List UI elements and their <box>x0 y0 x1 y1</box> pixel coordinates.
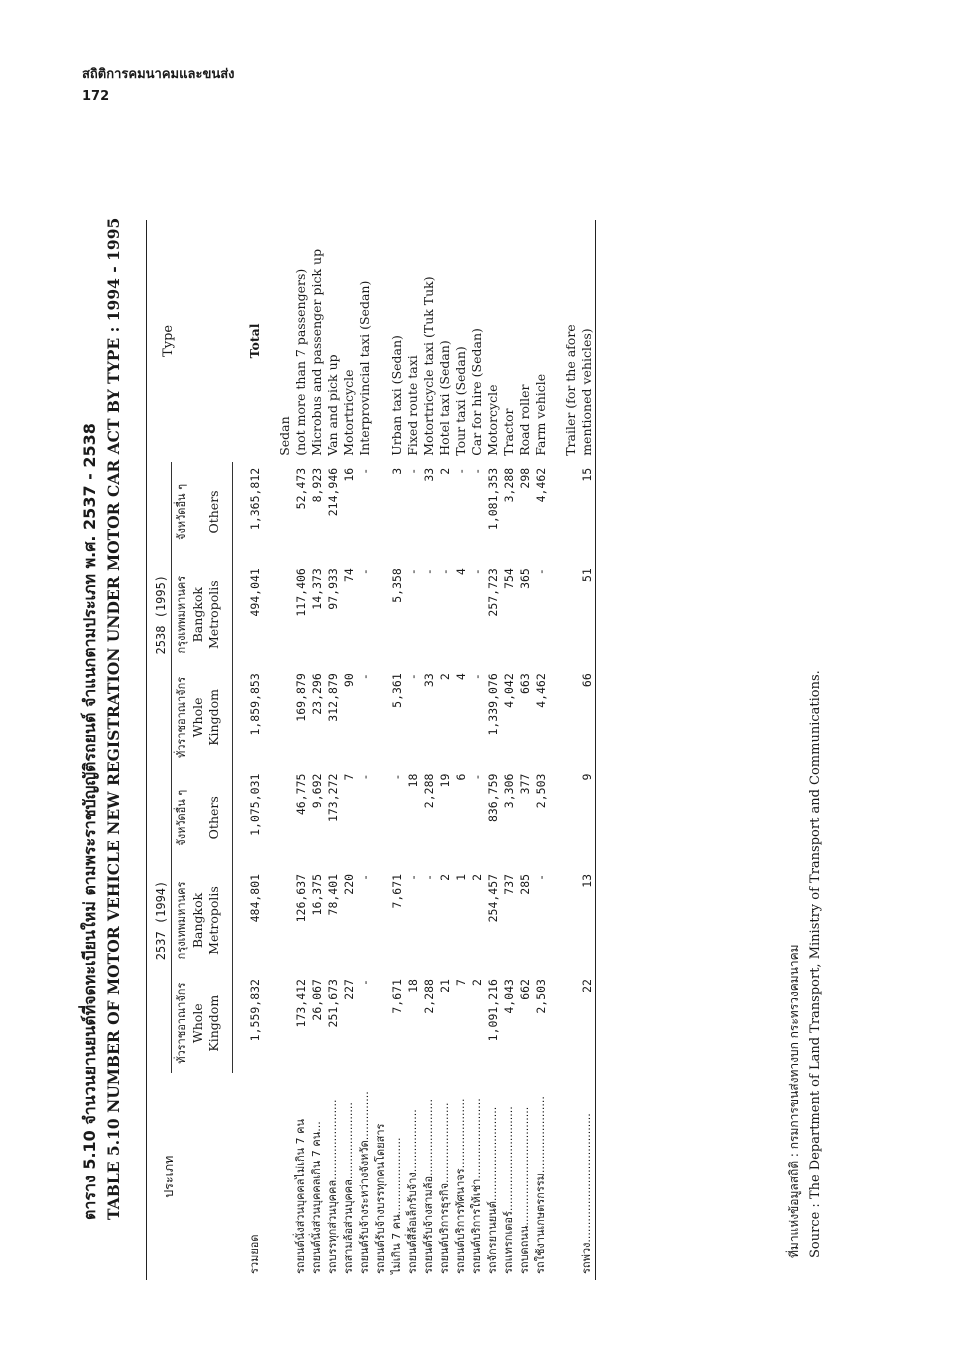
row-value: 2,288 <box>422 773 436 809</box>
row-category: รถสามล้อส่วนบุคคล...................... <box>342 1102 355 1274</box>
table-body <box>233 220 596 1280</box>
row-value <box>563 868 579 973</box>
type-header: Type <box>161 324 176 357</box>
row-value: 14,373 <box>310 568 324 610</box>
row-value: 22 <box>580 979 594 993</box>
column-header-thai: กรุงเทพมหานคร <box>175 881 188 960</box>
row-type: Tour taxi (Sedan) <box>453 346 468 456</box>
row-value: 3,306 <box>502 773 516 809</box>
table-row <box>563 220 579 1280</box>
row-value: 251,673 <box>326 979 340 1028</box>
row-value: - <box>406 467 420 475</box>
row-value: 33 <box>422 467 436 482</box>
row-value: 4,042 <box>502 673 516 708</box>
row-value: - <box>470 773 484 781</box>
row-value: 16,375 <box>310 873 324 916</box>
row-value <box>277 462 293 562</box>
row-type: Farm vehicle <box>533 373 548 456</box>
row-value: 66 <box>580 673 594 688</box>
row-value: 173,412 <box>294 979 308 1028</box>
row-type: Sedan <box>277 416 292 456</box>
row-type: Urban taxi (Sedan) <box>389 335 404 456</box>
row-value: 4 <box>454 568 468 576</box>
row-value: - <box>358 979 372 986</box>
table-row <box>485 220 501 1280</box>
row-value: 662 <box>518 979 532 1000</box>
column-header-line2: Others <box>206 796 221 840</box>
row-value: 257,723 <box>486 568 500 617</box>
row-value: 312,879 <box>326 673 340 722</box>
row-category <box>563 1073 579 1280</box>
row-value: 7,671 <box>390 979 404 1014</box>
column-header-thai: จังหวัดอื่น ๆ <box>175 789 188 846</box>
row-value: 377 <box>518 773 532 795</box>
footnote-thai: ที่มาแห่งข้อมูลสถิติ : กรมการขนส่งทางบก กระทรวงคมนาคม <box>787 944 801 1258</box>
row-value: 227 <box>342 979 356 1000</box>
row-value: 484,801 <box>248 873 262 923</box>
row-value: - <box>470 467 484 475</box>
row-category: รถยนต์บริการให้เช่า....................... <box>470 1098 483 1274</box>
column-header-line2: Kingdom <box>206 994 221 1052</box>
row-value: 7,671 <box>390 873 404 909</box>
row-value: 1,365,812 <box>248 467 262 531</box>
row-type: Tractor <box>501 408 516 456</box>
column-header <box>172 562 233 667</box>
row-value: 74 <box>342 568 356 582</box>
column-header-thai: ทั่วราชอาณาจักร <box>175 676 188 758</box>
table-row <box>421 220 437 1280</box>
table-title-thai: ตาราง 5.10 จำนวนยานยนต์ที่จดทะเบียนใหม่ ตามพระราชบัญญัติรถยนต์ จำแนกตามประเภท พ.ศ. 2537 - 2538 <box>80 423 99 1220</box>
column-header-thai: จังหวัดอื่น ๆ <box>175 484 188 540</box>
row-value: 1,559,832 <box>248 979 262 1042</box>
row-type: Motorcycle <box>485 384 500 456</box>
row-value: 21 <box>438 979 452 993</box>
year-1994-header: 2537 (1994) <box>147 768 172 1074</box>
row-value <box>563 973 579 1073</box>
row-value: - <box>422 568 436 576</box>
row-value: - <box>406 673 420 681</box>
row-category: รถยนต์รับจ้างสามล้อ...................... <box>422 1099 435 1274</box>
column-header-line1: Whole <box>190 697 205 738</box>
table-row <box>469 220 485 1280</box>
table-row <box>501 220 517 1280</box>
row-type: Total <box>247 323 262 359</box>
header-row-years <box>147 220 172 1280</box>
row-value: 173,272 <box>326 773 340 823</box>
column-header <box>172 868 233 973</box>
row-value: 7 <box>454 979 468 986</box>
row-value: 78,401 <box>326 873 340 916</box>
table-row <box>277 220 293 1280</box>
row-category: รถยนต์บริการทัศนาจร.................... <box>454 1098 467 1274</box>
row-value: 5,361 <box>390 673 404 708</box>
column-header-line1 <box>190 468 206 556</box>
row-type: (not more than 7 passengers) <box>293 268 308 456</box>
row-value: 9 <box>580 773 594 781</box>
registration-table <box>146 220 596 1280</box>
row-value: 1,091,216 <box>486 979 500 1042</box>
category-header: ประเภท <box>161 1155 176 1198</box>
column-header <box>172 768 233 868</box>
row-category: รถแทรกเตอร์.............................. <box>502 1106 515 1274</box>
row-value: - <box>406 568 420 576</box>
row-value: 33 <box>422 673 436 688</box>
row-value: 18 <box>406 979 420 993</box>
row-type: Van and pick up <box>325 354 340 456</box>
row-value <box>563 562 579 667</box>
row-value: 2 <box>438 467 452 475</box>
page-header <box>82 64 235 108</box>
row-type: Road roller <box>517 384 532 456</box>
row-value: 19 <box>438 773 452 788</box>
row-value: 97,933 <box>326 568 340 610</box>
row-value: 4,043 <box>502 979 516 1014</box>
column-header-line2: Kingdom <box>206 689 221 746</box>
table-row <box>517 220 533 1280</box>
row-category: รถบดถนน.................................. <box>518 1106 531 1274</box>
row-value: 1,075,031 <box>248 773 262 836</box>
row-value: - <box>422 873 436 881</box>
row-value <box>277 868 293 973</box>
table-row <box>453 220 469 1280</box>
total-row <box>233 220 278 1280</box>
row-value: 285 <box>518 873 532 895</box>
row-value: 15 <box>580 467 594 482</box>
row-value: - <box>534 873 548 881</box>
row-value <box>277 973 293 1073</box>
row-value: 16 <box>342 467 356 482</box>
row-value: 214,946 <box>326 467 340 517</box>
row-value: 8,923 <box>310 467 324 503</box>
footnote <box>783 670 827 1258</box>
row-value <box>277 667 293 767</box>
table-row <box>341 220 357 1280</box>
row-type: mentioned vehicles) <box>579 328 594 456</box>
column-header-line2: Others <box>206 490 221 534</box>
row-value: 52,473 <box>294 467 308 510</box>
book-title: สถิติการคมนาคมและขนส่ง <box>82 67 235 82</box>
column-header-line1: Whole <box>190 1003 205 1044</box>
row-type <box>373 220 389 462</box>
row-value <box>373 868 389 973</box>
row-value: 2 <box>438 673 452 681</box>
row-value: - <box>438 568 452 576</box>
row-value <box>373 562 389 667</box>
row-type: Microbus and passenger pick up <box>309 248 324 456</box>
row-value: 663 <box>518 673 532 695</box>
row-value: 494,041 <box>248 568 262 617</box>
row-value: 1 <box>454 873 468 881</box>
row-category: รวมยอด <box>248 1234 261 1274</box>
table-titles <box>78 180 126 1220</box>
row-type: Hotel taxi (Sedan) <box>437 340 452 456</box>
row-category: ไม่เกิน 7 คน...................... <box>390 1137 403 1274</box>
row-value: - <box>534 568 548 576</box>
row-value: 18 <box>406 773 420 788</box>
row-value: 23,296 <box>310 673 324 715</box>
row-value: - <box>454 467 468 475</box>
column-header <box>172 462 233 562</box>
table-row <box>405 220 421 1280</box>
table-row <box>579 220 596 1280</box>
row-type: Car for hire (Sedan) <box>469 328 484 456</box>
row-category: รถยนต์รับจ้างระหว่างจังหวัด.............. <box>358 1091 371 1274</box>
row-value: 5,358 <box>390 568 404 603</box>
table-row <box>533 220 549 1280</box>
row-value: 2 <box>438 873 452 881</box>
table-row <box>325 220 341 1280</box>
footnote-source: Source : The Department of Land Transport, Ministry of Transport and Communications. <box>808 670 823 1258</box>
row-value: - <box>470 568 484 576</box>
row-category: รถยนต์สี่ล้อเล็กรับจ้าง.................. <box>406 1109 419 1274</box>
row-value: 1,081,353 <box>486 467 500 531</box>
row-value: 7 <box>342 773 356 781</box>
row-value <box>563 667 579 767</box>
row-value: - <box>358 773 372 781</box>
row-category: รถยนต์รับจ้างบรรทุกคนโดยสาร <box>374 1123 387 1274</box>
row-type: Trailer (for the afore <box>563 324 578 456</box>
column-header-line2: Metropolis <box>206 580 221 650</box>
row-type: Motortricycle taxi (Tuk Tuk) <box>421 276 436 456</box>
row-value: 3 <box>390 467 404 475</box>
table-row <box>437 220 453 1280</box>
year-1995-header: 2538 (1995) <box>147 462 172 768</box>
row-category: รถจักรยานยนต์........................... <box>486 1106 499 1274</box>
column-header-line1: Bangkok <box>190 587 205 643</box>
column-header <box>172 667 233 767</box>
table-row <box>389 220 405 1280</box>
row-category: รถยนต์บริการธุรกิจ....................... <box>438 1102 451 1274</box>
row-value: - <box>470 673 484 681</box>
table-row <box>293 220 309 1280</box>
row-value: 836,759 <box>486 773 500 823</box>
row-value <box>373 667 389 767</box>
spacer-row <box>549 220 563 1280</box>
row-value: 3,288 <box>502 467 516 503</box>
table-row <box>309 220 325 1280</box>
rotated-table-block <box>78 180 838 1320</box>
row-value <box>277 562 293 667</box>
row-value: - <box>390 773 404 781</box>
row-value: 4 <box>454 673 468 681</box>
row-value: 737 <box>502 873 516 895</box>
column-header <box>172 973 233 1073</box>
row-value: 9,692 <box>310 773 324 809</box>
row-value: 13 <box>580 873 594 888</box>
page-number: 172 <box>82 89 110 104</box>
row-value: - <box>358 467 372 475</box>
row-category: รถยนต์นั่งส่วนบุคคลเกิน 7 คน... <box>310 1121 323 1274</box>
row-value: 90 <box>342 673 356 688</box>
row-value <box>373 768 389 868</box>
row-category: รถพ่วง..................................... <box>580 1113 593 1274</box>
row-value: 1,859,853 <box>248 673 262 736</box>
row-value: 2 <box>470 979 484 986</box>
column-header-thai: ทั่วราชอาณาจักร <box>175 982 188 1064</box>
row-category: รถยนต์นั่งส่วนบุคคลไม่เกิน 7 คน <box>294 1118 307 1274</box>
table-row <box>357 220 373 1280</box>
row-value: 2,288 <box>422 979 436 1014</box>
row-type: Motortricycle <box>341 369 356 456</box>
row-value <box>563 768 579 868</box>
row-value: 365 <box>518 568 532 589</box>
row-value: - <box>358 673 372 681</box>
row-value: 254,457 <box>486 873 500 923</box>
row-value <box>373 973 389 1073</box>
row-value: 46,775 <box>294 773 308 816</box>
row-value: 4,462 <box>534 467 548 503</box>
row-value: 51 <box>580 568 594 582</box>
row-type: Fixed route taxi <box>405 355 420 456</box>
row-value: 754 <box>502 568 516 589</box>
row-value: - <box>358 568 372 576</box>
table-title-english: TABLE 5.10 NUMBER OF MOTOR VEHICLE NEW REGISTRATION UNDER MOTOR CAR ACT BY TYPE : 1994 - 1995 <box>104 217 123 1220</box>
row-value: 4,462 <box>534 673 548 708</box>
row-type: Interprovincial taxi (Sedan) <box>357 280 372 456</box>
row-value: 2,503 <box>534 979 548 1014</box>
row-value: 169,879 <box>294 673 308 722</box>
column-header-line1 <box>190 774 206 862</box>
column-header-thai: กรุงเทพมหานคร <box>175 575 188 654</box>
row-value <box>277 768 293 868</box>
row-value: 2 <box>470 873 484 881</box>
row-value: 126,637 <box>294 873 308 923</box>
row-value: 298 <box>518 467 532 489</box>
row-category: รถบรรทุกส่วนบุคคล....................... <box>326 1099 339 1274</box>
row-value <box>373 462 389 562</box>
row-value: 220 <box>342 873 356 895</box>
row-value: - <box>358 873 372 881</box>
table-row <box>373 220 389 1280</box>
column-header-line1: Bangkok <box>190 892 205 949</box>
row-value: 1,339,076 <box>486 673 500 736</box>
row-value <box>563 462 579 562</box>
row-value: 2,503 <box>534 773 548 809</box>
row-category: รถใช้งานเกษตรกรรม...................... <box>534 1096 547 1274</box>
column-header-line2: Metropolis <box>206 886 221 955</box>
row-value: 117,406 <box>294 568 308 617</box>
row-value: - <box>406 873 420 881</box>
row-value: 26,067 <box>310 979 324 1021</box>
row-value: 6 <box>454 773 468 781</box>
row-category <box>277 1073 293 1280</box>
